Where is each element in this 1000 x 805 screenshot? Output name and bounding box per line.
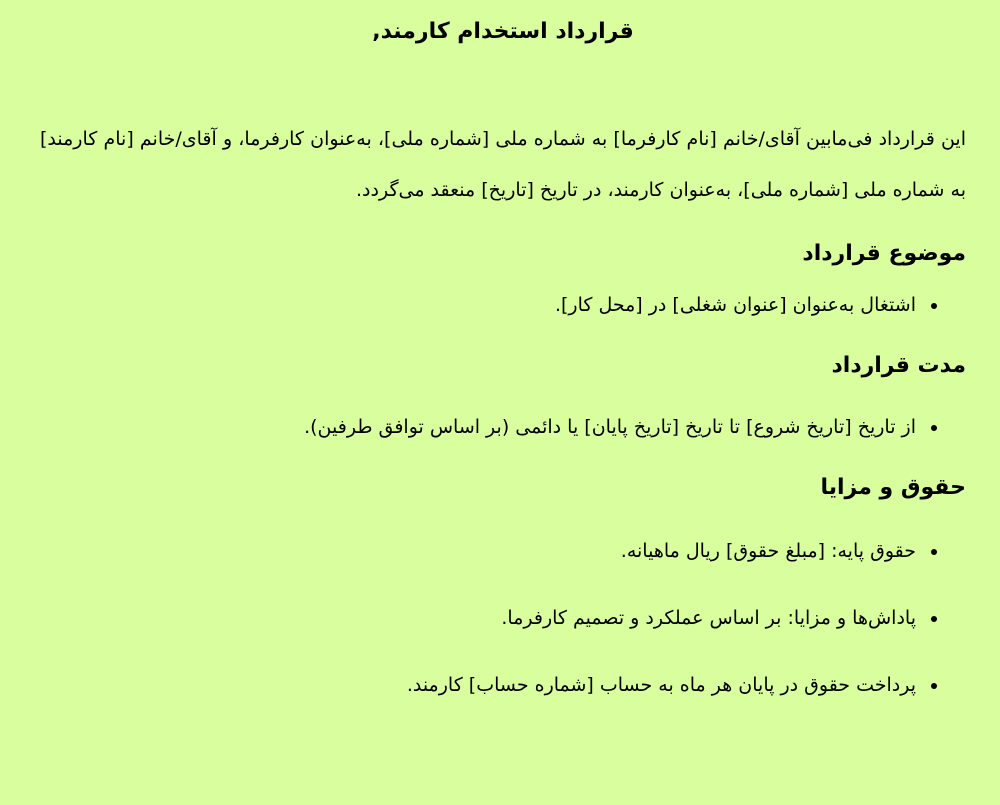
list-item: پاداش‌ها و مزایا: بر اساس عملکرد و تصمیم کارفرما. xyxy=(40,603,916,633)
list-item: حقوق پایه: [مبلغ حقوق] ریال ماهیانه. xyxy=(40,536,916,566)
document-title: قرارداد استخدام کارمند, xyxy=(372,19,634,44)
list-item: اشتغال به‌عنوان [عنوان شغلی] در [محل کار]. xyxy=(40,290,916,320)
list-item: از تاریخ [تاریخ شروع] تا تاریخ [تاریخ پایان] یا دائمی (بر اساس توافق طرفین). xyxy=(40,412,916,442)
list-item: پرداخت حقوق در پایان هر ماه به حساب [شماره حساب] کارمند. xyxy=(40,670,916,700)
section-heading-duration: مدت قرارداد xyxy=(831,353,966,378)
intro-paragraph: این قرارداد فی‌مابین آقای/خانم [نام کارفرما] به شماره ملی [شماره ملی]، به‌عنوان کارفرما، و آقای/خانم [نام کارمند] به شماره ملی [شماره ملی]، به‌عنوان کارمند، در تاریخ [تاریخ] منعقد می‌گردد. xyxy=(40,128,966,201)
subject-list xyxy=(40,290,966,320)
duration-list xyxy=(40,412,966,442)
salary-list xyxy=(40,536,966,700)
section-heading-salary: حقوق و مزایا xyxy=(820,475,966,500)
section-heading-subject: موضوع قرارداد xyxy=(802,241,966,266)
